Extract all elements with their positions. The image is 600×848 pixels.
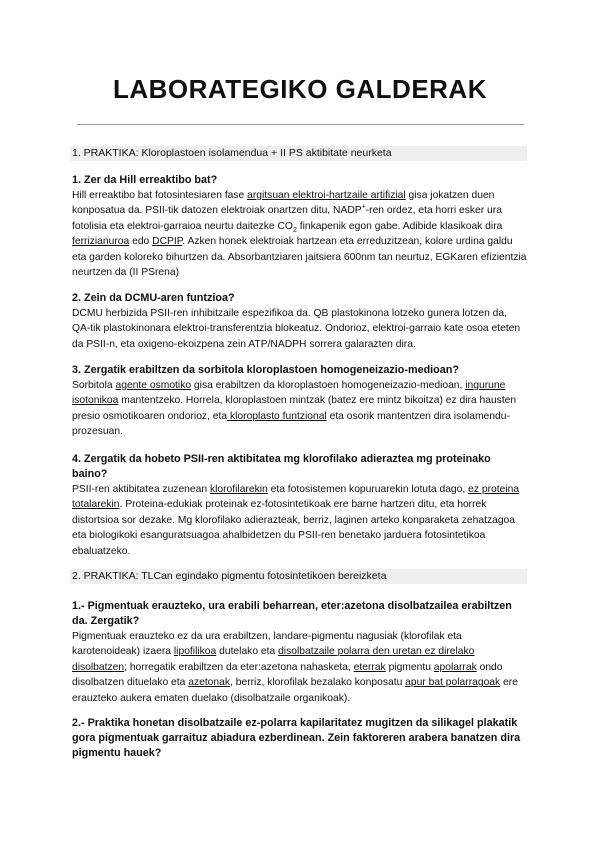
- question-block-1-2: [72, 291, 528, 352]
- question-heading: 2.- Praktika honetan disolbatzaile ez-polarra kapilaritatez mugitzen da silikagel plakatik gora pigmentuak garraituz abiadura ezberdinean. Zein faktoreren arabera banatzen dira pigmentu hauek?: [72, 717, 521, 759]
- title-divider: [77, 124, 524, 125]
- section-header-2: 2. PRAKTIKA: TLCan egindako pigmentu fotosintetikoen bereizketa: [70, 569, 527, 584]
- answer-paragraph: Pigmentuak erauzteko ez da ura erabiltzen, landare-pigmentu nagusiak (klorofilak eta karotenoideak) izaera lipofilikoa dutelako eta disolbatzaile polarra den uretan ez direlako disolbatzen; horregatik erabiltzen da eter:azetona nahasketa, eterrak pigmentu apolarrak ondo disolbatzen dituelako eta azetonak, berriz, klorofilak bezalako konposatu apur bat polarragoak ere erauzteko aukera ematen duelako (disolbatzaile organikoak).: [72, 631, 518, 704]
- section-header-1: 1. PRAKTIKA: Kloroplastoen isolamendua + II PS aktibitate neurketa: [70, 146, 527, 161]
- question-heading: 2. Zein da DCMU-aren funtzioa?: [72, 292, 235, 304]
- answer-paragraph: PSII-ren aktibitatea zuzenean klorofilarekin eta fotosistemen kopuruarekin lotuta dago, ez proteina totalarekin. Proteina-edukiak proteinak ez-fotosintetikoak ere barne hartzen ditu, eta horrek distortsioa sor dezake. Mg klorofilako adierazteak, berriz, laginen arteko konparaketa zehatzagoa eta biologikoki esanguratsuagoa ahalbidetzen du PSII-ren benetako jarduera fotosintetikoa ebaluatzeko.: [72, 484, 520, 557]
- question-heading: 1.- Pigmentuak erauzteko, ura erabili beharrean, eter:azetona disolbatzailea erabiltzen da. Zergatik?: [72, 600, 512, 627]
- question-heading: 1. Zer da Hill erreaktibo bat?: [72, 174, 218, 186]
- page-title: LABORATEGIKO GALDERAK: [112, 74, 487, 104]
- question-block-2-1: [72, 599, 528, 706]
- question-block-1-3: [72, 363, 528, 440]
- question-heading: 3. Zergatik erabiltzen da sorbitola kloroplastoen homogeneizazio-medioan?: [72, 364, 459, 376]
- question-block-1-1: [72, 173, 528, 280]
- question-block-2-2: [72, 716, 528, 761]
- answer-paragraph: Hill erreaktibo bat fotosintesiaren fase argitsuan elektroi-hartzaile artifizial gisa jokatzen duen konposatua da. PSII-tik datozen elektroiak onartzen ditu, NADP+-ren ordez, eta horri esker ura fotolisia eta elektroi-garraioa neurtu daitezke $CO_2$ finkapenik egon gabe. Adibide klasikoak dira ferrizianuroa edo DCPIP. Azken honek elektroiak hartzean eta erreduzitzean, kolore urdina galdu eta garden koloreko bihurtzen da. Absorbantziaren jaitsiera 600nm tan neurtuz, EGKaren efizientzia neurtzen da (II PSrena): [72, 190, 527, 279]
- question-block-1-4: [72, 452, 528, 559]
- answer-paragraph: DCMU herbizida PSII-ren inhibitzaile espezifikoa da. QB plastokinona lotzeko gunera lotzen da, QA-tik plastokinonara elektroi-transferentzia blokeatuz. Ondorioz, elektroi-garraio kate osoa eteten da PSII-n, eta oxigeno-ekoizpena zein ATP/NADPH sorrera galarazten dira.: [72, 308, 521, 350]
- answer-paragraph: Sorbitola agente osmotiko gisa erabiltzen da kloroplastoen homogeneizazio-medioan, ingurune isotonikoa mantentzeko. Horrela, kloroplastoen mintzak (batez ere mintz bikoitza) ez dira hausten presio osmotikoaren ondorioz, eta kloroplasto funtzional eta osorik mantentzen dira isolamendu-prozesuan.: [72, 380, 517, 438]
- question-heading: 4. Zergatik da hobeto PSII-ren aktibitatea mg klorofilako adieraztea mg proteinako baino?: [72, 453, 491, 480]
